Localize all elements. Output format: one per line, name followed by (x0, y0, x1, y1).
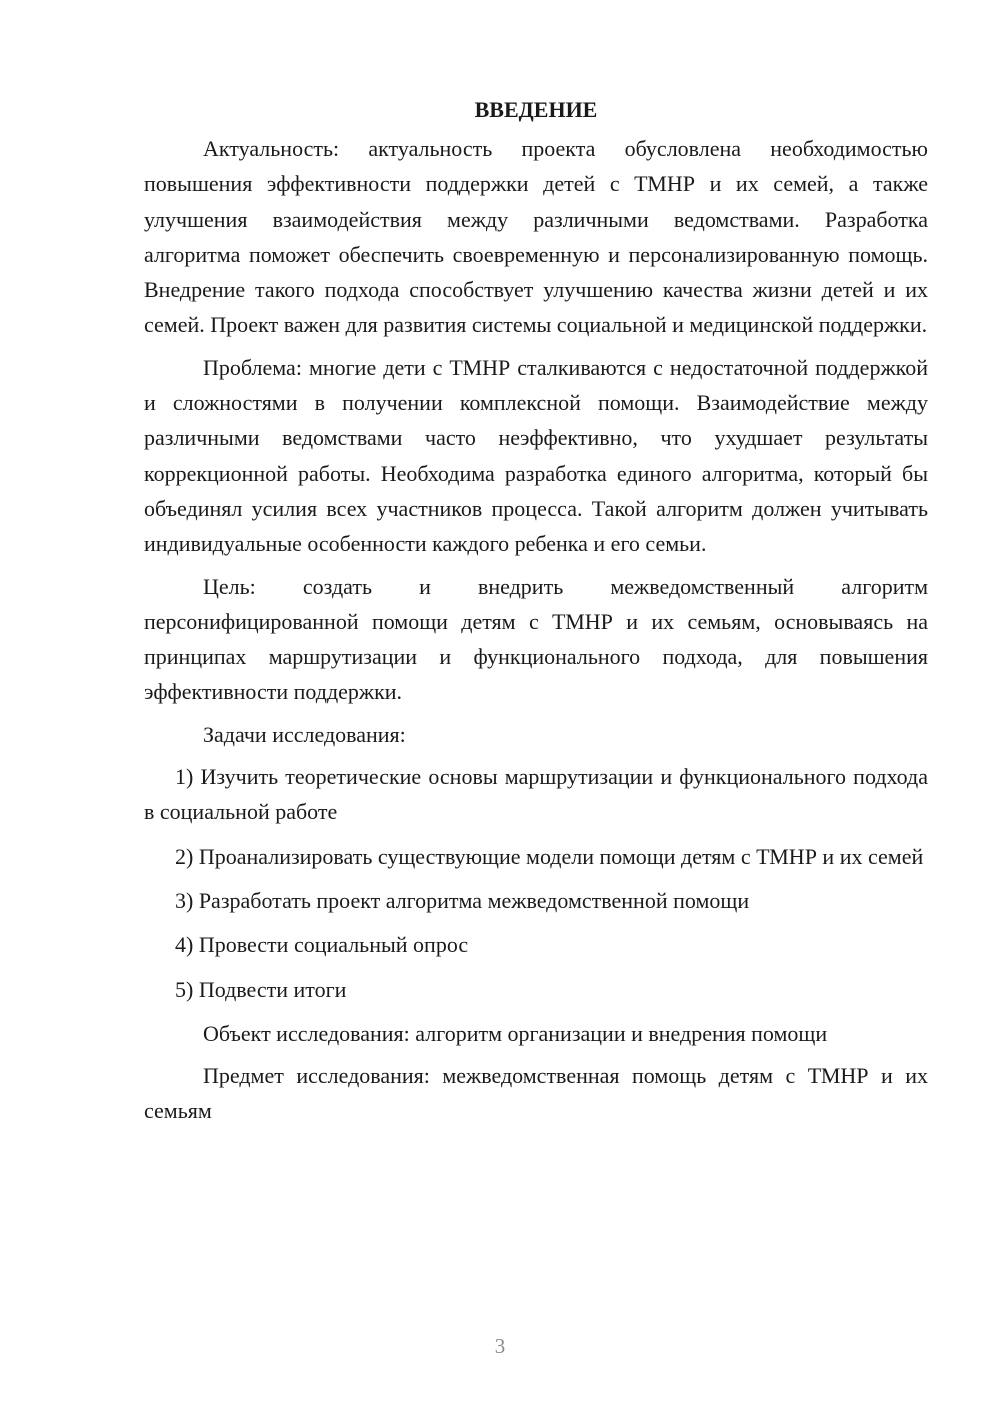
relevance-paragraph: Актуальность: актуальность проекта обусловлена необходимостью повышения эффективности поддержки детей с ТМНР и их семей, а также улучшения взаимодействия между различными ведомствами. Разработка алгоритма поможет обеспечить своевременную и персонализированную помощь. Внедрение такого подхода способствует улучшению качества жизни детей и их семей. Проект важен для развития системы социальной и медицинской поддержки. (144, 136, 928, 338)
problem-paragraph: Проблема: многие дети с ТМНР сталкиваются с недостаточной поддержкой и сложностями в получении комплексной помощи. Взаимодействие между различными ведомствами часто неэффективно, что ухудшает результаты коррекционной работы. Необходима разработка единого алгоритма, который бы объединял усилия всех участников процесса. Такой алгоритм должен учитывать индивидуальные особенности каждого ребенка и его семьи. (144, 354, 928, 557)
page-number: 3 (494, 1334, 506, 1358)
task-item-4: 4) Провести социальный опрос (175, 932, 469, 958)
task-item-2: 2) Проанализировать существующие модели помощи детям с ТМНР и их семей (175, 843, 924, 869)
goal-paragraph: Цель: создать и внедрить межведомственный алгоритм персонифицированной помощи детям с ТМНР и их семьям, основываясь на принципах маршрутизации и функционального подхода, для повышения эффективности поддержки. (144, 573, 928, 705)
research-object-paragraph: Объект исследования: алгоритм организации и внедрения помощи (203, 1020, 828, 1046)
document-page (144, 92, 928, 1136)
research-subject-paragraph: Предмет исследования: межведомственная помощь детям с ТМНР и их семьям (144, 1063, 928, 1124)
tasks-heading: Задачи исследования: (203, 721, 406, 747)
tasks-list (144, 759, 928, 1007)
task-item-1: 1) Изучить теоретические основы маршрутизации и функционального подхода в социальной работе (144, 764, 928, 825)
task-item-3: 3) Разработать проект алгоритма межведомственной помощи (175, 887, 750, 913)
document-title: ВВЕДЕНИЕ (474, 97, 598, 122)
task-item-5: 5) Подвести итоги (175, 976, 347, 1002)
